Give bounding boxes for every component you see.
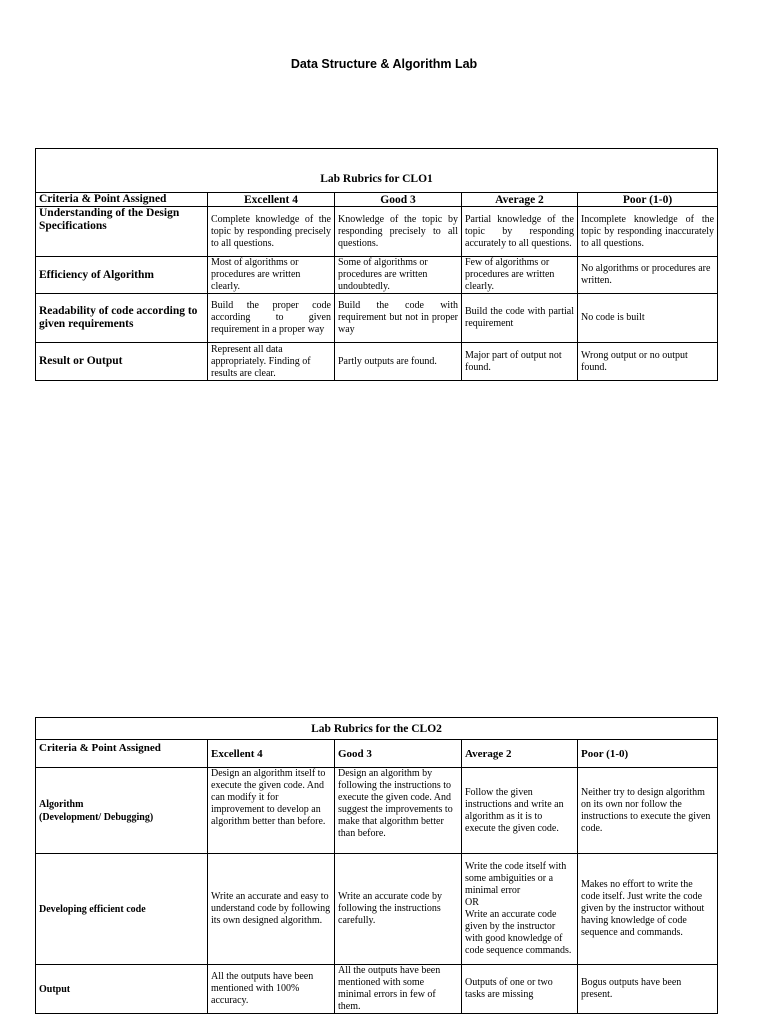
table-row (36, 854, 718, 965)
good-cell: Build the code with requirement but not in proper way (335, 294, 462, 343)
clo2-header-excellent: Excellent 4 (208, 740, 335, 768)
criteria-line: Algorithm (39, 798, 84, 810)
average-cell: Partial knowledge of the topic by responding accurately to all questions. (462, 207, 578, 257)
excellent-cell: All the outputs have been mentioned with 100% accuracy. (208, 965, 335, 1014)
good-cell: Some of algorithms or procedures are written undoubtedly. (335, 257, 462, 294)
criteria-cell: Result or Output (36, 343, 208, 381)
excellent-cell: Represent all data appropriately. Finding of results are clear. (208, 343, 335, 381)
good-cell: Design an algorithm by following the instructions to execute the given code. And suggest the improvements to make that algorithm better than before. (335, 768, 462, 854)
table-row (36, 207, 718, 257)
average-text-part2: Write an accurate code given by the instructor with good knowledge of code sequence commands. (465, 909, 572, 956)
clo2-caption-row (36, 718, 718, 740)
average-text-part1: Write the code itself with some ambiguities or a minimal error (465, 861, 567, 896)
poor-cell: Neither try to design algorithm on its own nor follow the instructions to execute the given code. (578, 768, 718, 854)
average-cell (462, 854, 578, 965)
average-cell: Outputs of one or two tasks are missing (462, 965, 578, 1014)
table-row (36, 768, 718, 854)
average-cell: Major part of output not found. (462, 343, 578, 381)
criteria-subline: (Development/ Debugging) (39, 811, 154, 823)
clo2-header-good: Good 3 (335, 740, 462, 768)
clo2-header-criteria: Criteria & Point Assigned (36, 740, 208, 768)
poor-cell: Makes no effort to write the code itself. Just write the code given by the instructor without having knowledge of code sequence and commands. (578, 854, 718, 965)
table-row (36, 965, 718, 1014)
criteria-cell: Output (36, 965, 208, 1014)
clo1-caption: Lab Rubrics for CLO1 (36, 149, 718, 193)
clo1-header-good: Good 3 (335, 193, 462, 207)
average-or: OR (465, 897, 479, 908)
clo1-header-excellent: Excellent 4 (208, 193, 335, 207)
good-cell: Write an accurate code by following the instructions carefully. (335, 854, 462, 965)
page-title: Data Structure & Algorithm Lab (290, 57, 478, 71)
poor-cell: Incomplete knowledge of the topic by responding inaccurately to all questions. (578, 207, 718, 257)
excellent-cell: Most of algorithms or procedures are written clearly. (208, 257, 335, 294)
table-row (36, 257, 718, 294)
criteria-cell: Understanding of the Design Specifications (36, 207, 208, 257)
clo1-caption-row (36, 149, 718, 193)
clo2-rubric-table (35, 717, 718, 1014)
poor-cell: No code is built (578, 294, 718, 343)
excellent-cell: Build the proper code according to given requirement in a proper way (208, 294, 335, 343)
clo2-header-poor: Poor (1-0) (578, 740, 718, 768)
good-cell: Partly outputs are found. (335, 343, 462, 381)
good-cell: All the outputs have been mentioned with some minimal errors in few of them. (335, 965, 462, 1014)
clo1-header-row (36, 193, 718, 207)
average-cell: Build the code with partial requirement (462, 294, 578, 343)
poor-cell: Bogus outputs have been present. (578, 965, 718, 1014)
poor-cell: Wrong output or no output found. (578, 343, 718, 381)
clo1-rubric-table (35, 148, 718, 381)
good-cell: Knowledge of the topic by responding precisely to all questions. (335, 207, 462, 257)
excellent-cell: Design an algorithm itself to execute the given code. And can modify it for improvement to develop an algorithm better than before. (208, 768, 335, 854)
criteria-cell: Readability of code according to given requirements (36, 294, 208, 343)
average-cell: Follow the given instructions and write an algorithm as it is to execute the given code. (462, 768, 578, 854)
criteria-cell (36, 768, 208, 854)
clo1-header-poor: Poor (1-0) (578, 193, 718, 207)
average-cell: Few of algorithms or procedures are written clearly. (462, 257, 578, 294)
criteria-cell: Efficiency of Algorithm (36, 257, 208, 294)
clo2-caption: Lab Rubrics for the CLO2 (36, 718, 718, 740)
table-row (36, 343, 718, 381)
clo2-header-average: Average 2 (462, 740, 578, 768)
poor-cell: No algorithms or procedures are written. (578, 257, 718, 294)
table-row (36, 294, 718, 343)
clo1-header-criteria: Criteria & Point Assigned (36, 193, 208, 207)
excellent-cell: Write an accurate and easy to understand code by following its own designed algorithm. (208, 854, 335, 965)
clo2-header-row (36, 740, 718, 768)
clo1-header-average: Average 2 (462, 193, 578, 207)
excellent-cell: Complete knowledge of the topic by responding precisely to all questions. (208, 207, 335, 257)
criteria-cell: Developing efficient code (36, 854, 208, 965)
